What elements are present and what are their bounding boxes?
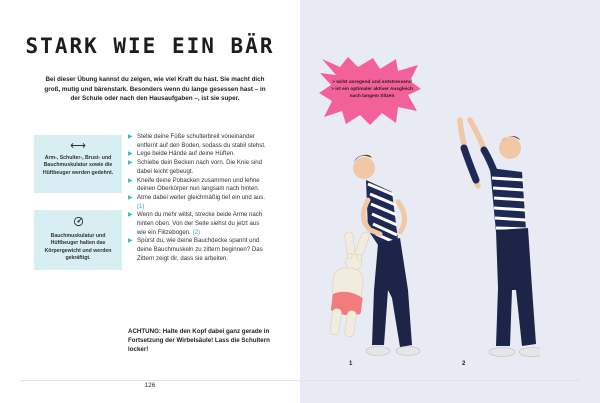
target-icon [34,216,122,230]
list-item: ▶ Wenn du mehr willst, strecke beide Arme nach hinten oben. Von der Seite siehst du jetzt aus wie ein Flitzebogen. (2) [128,211,263,236]
burst-line: > wirkt anregend und entstressend [332,80,412,85]
arrow-bullet-icon: ▶ [128,151,133,158]
arrow-bullet-icon: ▶ [128,194,133,201]
footer-divider [20,380,580,381]
boy-figure-2 [440,108,540,370]
boy-figure-1 [340,140,430,370]
arrow-bullet-icon: ▶ [128,212,133,219]
list-item: ▶ Spürst du, wie deine Bauchdecke spannt und deine Bauchmuskeln zu zittern beginnen? Das Zittern zeigt dir, dass sie arbeiten. [128,237,263,262]
figure-reference: (1) [137,202,145,210]
figure-label-1: 1 [349,361,353,367]
step-list [128,133,268,264]
info-box-stretch [34,135,122,193]
arrow-bullet-icon: ▶ [128,160,133,167]
intro-text: Bei dieser Übung kannst du zeigen, wie viel Kraft du hast. Sie macht dich groß, mutig und bärenstark. Besonders wenn du lange gesessen hast – in der Schule oder nach den Hausaufgaben –, ist sie super. [44,76,266,102]
figure-reference: (2) [192,228,201,236]
burst-line: > ist ein optimaler aktiver Ausgleich [331,87,413,92]
page-number: 126 [144,382,156,389]
info-box-strength [34,210,122,270]
boy-2-body [460,120,540,357]
list-item: ▶ Kneife deine Pobacken zusammen und lehne deinen Oberkörper nun langsam nach hinten. [128,176,260,193]
burst-text [330,79,414,100]
list-item: ▶ Schiebe dein Becken nach vorn. Die Knie sind dabei leicht gebeugt. [128,159,262,175]
list-item: ▶ Atme dabei weiter gleichmäßig tief ein und aus. (1) [128,193,266,210]
info-box-text: Bauchmuskulatur und Hüftbeuger halten das Körpergewicht und werden gekräftigt. [44,233,112,262]
boy-1-body [353,155,420,356]
arrow-bullet-icon: ▶ [128,177,133,184]
burst-line: nach langem Sitzen [349,94,395,99]
double-arrow-icon: ⟷ [70,140,86,152]
arrow-bullet-icon: ▶ [128,134,133,140]
info-box-text: Arm-, Schulter-, Brust- und Bauchmuskulatur sowie die Hüftbeuger werden gedehnt. [42,155,114,176]
figure-label-2: 2 [462,361,466,367]
page-title: STARK WIE EIN BÄR [25,34,275,58]
list-item: ▶ Lege beide Hände auf deine Hüften. [128,150,235,158]
list-item: ▶ Stelle deine Füße schulterbreit voneinander entfernt auf den Boden, sodass du stabil stehst. [128,133,266,149]
warning-text: ACHTUNG: Halte den Kopf dabei ganz gerade in Fortsetzung der Wirbelsäule! Lass die Schultern locker! [128,328,270,353]
arrow-bullet-icon: ▶ [128,238,133,245]
